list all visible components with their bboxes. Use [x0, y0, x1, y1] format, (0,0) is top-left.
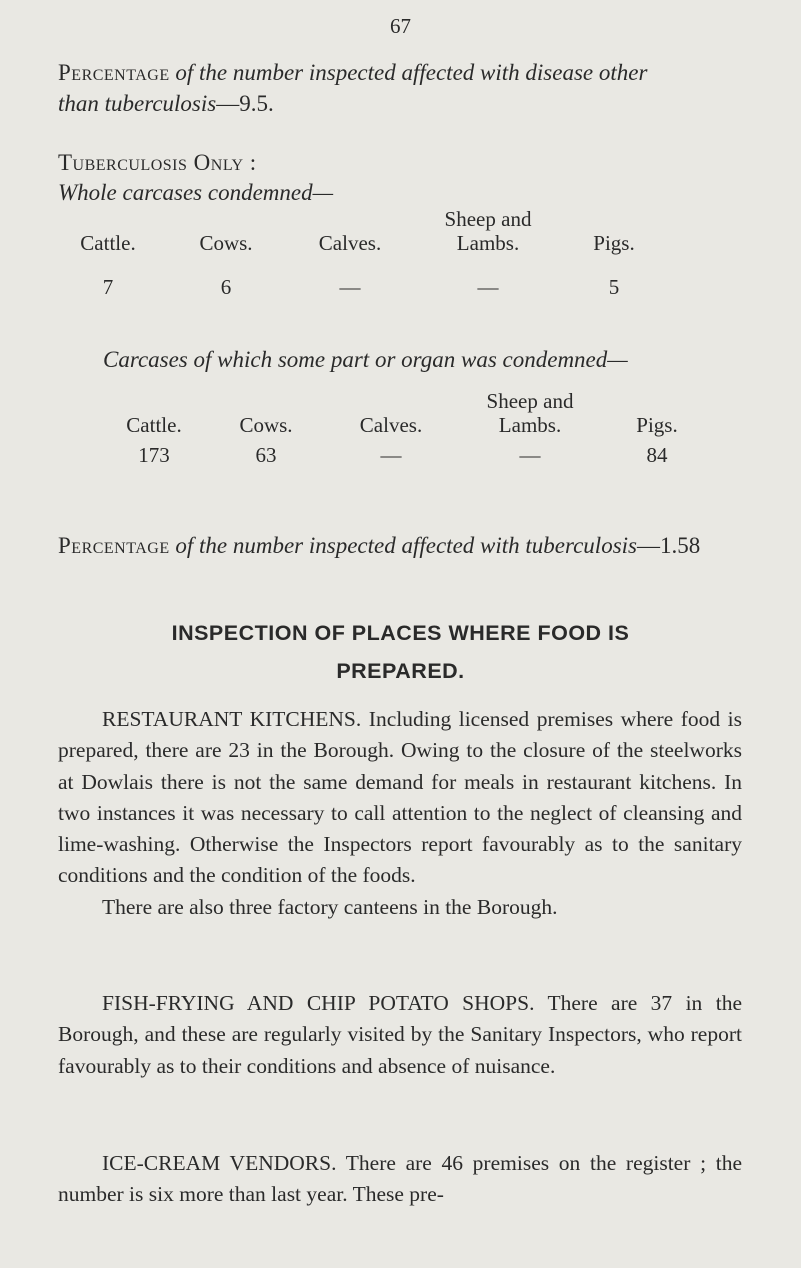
value-sheep-lambs: —: [477, 275, 499, 299]
col-sheep-top: Sheep and: [486, 389, 574, 413]
partial-carcases-table: [104, 389, 708, 467]
restaurant-title: RESTAURANT KITCHENS.: [102, 707, 362, 731]
fish-body: There are 37 in the Borough, and these are regularly visited by the Sanitary Inspectors, who report favourably as to their conditions and absence of nuisance.: [58, 991, 742, 1078]
col-sheep-lambs: [454, 389, 606, 437]
tb-only-heading: Tuberculosis Only :: [58, 150, 257, 175]
col-cows: Cows.: [199, 231, 253, 255]
table-row: [104, 437, 708, 467]
col-sheep-lambs: [412, 207, 564, 255]
canteens-paragraph: There are also three factory canteens in the Borough.: [102, 894, 558, 919]
value-cows: 63: [255, 443, 277, 467]
page-number: 67: [390, 14, 411, 38]
icecream-body: There are 46 premises on the register ; the number is six more than last year. These pre-: [58, 1151, 742, 1207]
value-pigs: 84: [646, 443, 668, 467]
col-calves: Calves.: [318, 231, 382, 255]
partial-title-text: Carcases of which some part or organ was condemned—: [103, 347, 628, 372]
col-pigs: Pigs.: [593, 231, 635, 255]
col-cattle: Cattle.: [126, 413, 182, 437]
value-cattle: 7: [102, 275, 114, 299]
value-calves: —: [339, 275, 361, 299]
icecream-paragraph: [58, 1148, 742, 1211]
section-heading-line-2: PREPARED.: [336, 659, 465, 683]
pct-other-value: —9.5.: [216, 91, 274, 116]
pct-other-label: Percentage: [58, 60, 170, 85]
icecream-title: ICE-CREAM VENDORS.: [102, 1151, 337, 1175]
value-cows: 6: [220, 275, 232, 299]
pct-tb-text: of the number inspected affected with tuberculosis: [175, 533, 637, 558]
table-header-row: [52, 207, 664, 255]
value-pigs: 5: [608, 275, 620, 299]
whole-carcases-table: [52, 207, 664, 299]
col-cattle: Cattle.: [80, 231, 136, 255]
col-calves: Calves.: [359, 413, 423, 437]
fish-title: FISH-FRYING AND CHIP POTATO SHOPS.: [102, 991, 535, 1015]
col-sheep-bottom: Lambs.: [456, 231, 520, 255]
fish-paragraph: [58, 988, 742, 1082]
pct-other-text-b: than tuberculosis: [58, 91, 217, 116]
col-sheep-bottom: Lambs.: [498, 413, 562, 437]
table-header-row: [104, 389, 708, 437]
partial-carcases-title: [103, 347, 628, 373]
col-cows: Cows.: [239, 413, 293, 437]
section-heading-line-1: INSPECTION OF PLACES WHERE FOOD IS: [171, 621, 630, 645]
table-row: [52, 255, 664, 299]
value-cattle: 173: [138, 443, 170, 467]
col-sheep-top: Sheep and: [444, 207, 532, 231]
restaurant-body: Including licensed premises where food is prepared, there are 23 in the Borough. Owing to the closure of the steelworks at Dowlais there is not the same demand for meals in restaurant kitchens. In two instances it was necessary to call attention to the neglect of cleansing and lime-washing. Otherwise the Inspectors report favourably as to the sanitary conditions and the condition of the foods.: [58, 707, 743, 888]
value-sheep-lambs: —: [519, 443, 541, 467]
pct-other-text-a: of the number inspected affected with disease other: [175, 60, 648, 85]
whole-carcases-title: [58, 180, 333, 206]
col-pigs: Pigs.: [636, 413, 678, 437]
pct-other-line-1: [58, 60, 647, 86]
restaurant-paragraph: [58, 704, 742, 923]
whole-title-text: Whole carcases condemned—: [58, 180, 334, 205]
pct-tb-line: [58, 533, 700, 559]
pct-other-line-2: [58, 91, 274, 117]
pct-tb-label: Percentage: [58, 533, 170, 558]
pct-tb-value: —1.58: [637, 533, 701, 558]
value-calves: —: [380, 443, 402, 467]
